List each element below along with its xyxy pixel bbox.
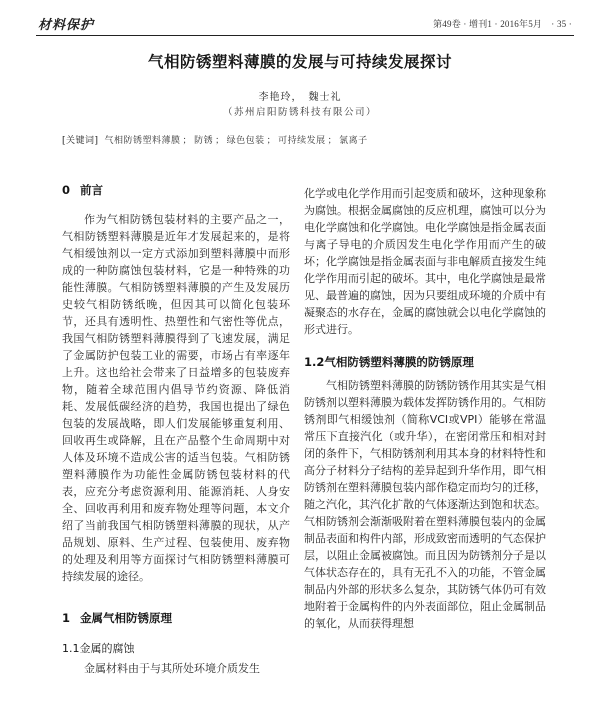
corrosion-paragraph-start: 金属材料由于与其所处环境介质发生 bbox=[84, 662, 260, 675]
section-title: 前言 bbox=[80, 183, 104, 197]
section-heading-intro bbox=[62, 182, 290, 199]
subsection-heading-1-2: 1.2气相防锈塑料薄膜的防锈原理 bbox=[304, 355, 474, 369]
section-number: 1 bbox=[62, 611, 71, 625]
subsection-heading-1-1: 1.1金属的腐蚀 bbox=[62, 642, 135, 655]
section-number: 0 bbox=[62, 183, 71, 197]
keyword: 防锈 bbox=[194, 136, 214, 146]
corrosion-paragraph-continued: 化学或电化学作用而引起变质和破坏，这种现象称为腐蚀。根据金属腐蚀的反应机理，腐蚀可以分为电化学腐蚀和化学腐蚀。电化学腐蚀是指金属表面与离子导电的介质因发生电化学作用而产生的破坏；化学腐蚀是指金属表面与非电解质直接发生纯化学作用而引起的破坏。其中，电化学腐蚀是最常见、最普遍的腐蚀，因为只要组成环境的介质中有凝聚态的水存在，金属的腐蚀就会以电化学腐蚀的形式进行。 bbox=[304, 187, 546, 336]
journal-name: 材料保护 bbox=[38, 18, 95, 33]
authors: 李艳玲， 魏士礼 bbox=[258, 92, 342, 103]
keywords bbox=[62, 133, 368, 146]
article-title: 气相防锈塑料薄膜的发展与可持续发展探讨 bbox=[147, 53, 452, 71]
principle-paragraph: 气相防锈塑料薄膜的防锈防锈作用其实是气相防锈剂以塑料薄膜为载体发挥防锈作用的。气相防锈剂即气相缓蚀剂（简称VCI或VPI）能够在常温常压下直接汽化（或升华），在密闭常压和相对封闭的条件下，气相防锈剂利用其本身的材料特性和高分子材料分子结构的差异起到升华作用，即气相防锈剂在塑料薄膜包装内部作稳定而均匀的迁移，随之汽化，其汽化扩散的气体逐渐达到饱和状态。气相防锈剂会渐渐吸附着在塑料薄膜包装内的金属制品表面和构件内部，形成致密而透明的气态保护层，以阻止金属被腐蚀。而且因为防锈剂分子是以气体状态存在的，具有无孔不入的功能，不管金属制品内外部的形状多么复杂，其防锈气体仍可有效地附着于金属构件的内外表面部位，阻止金属制品的氧化，从而获得理想 bbox=[304, 379, 546, 630]
header-rule bbox=[36, 35, 574, 36]
keyword-separator: ； bbox=[266, 136, 277, 146]
section-title: 金属气相防锈原理 bbox=[80, 611, 173, 625]
keyword: 可持续发展 bbox=[278, 136, 326, 146]
keyword-separator: ； bbox=[327, 136, 338, 146]
keyword: 气相防锈塑料薄膜 bbox=[104, 136, 181, 146]
intro-paragraph: 作为气相防锈包装材料的主要产品之一，气相防锈塑料薄膜是近年才发展起来的，是将气相缓蚀剂以一定方式添加到塑料薄膜中而形成的一种防腐蚀包装材料，它是一种特殊的功能性薄膜。气相防锈塑料薄膜的产生及发展历史较气相防锈纸晚，但因其可以简化包装环节，还具有透明性、热塑性和气密性等优点，我国气相防锈塑料薄膜得到了飞速发展，满足了金属防护包装工业的需要，市场占有率逐年上升。这也给社会带来了日益增多的包装废弃物，随着全球范围内倡导节约资源、降低消耗、发展低碳经济的趋势，我国也提出了绿色包装的发展战略，即人们发展能够重复利用、回收再生或降解，且在产品整个生命周期中对人体及环境不造成公害的适当包装。气相防锈塑料薄膜作为功能性金属防锈包装材料的代表，应充分考虑资源利用、能源消耗、人身安全、回收再利用和废弃物处理等问题，本文介绍了当前我国气相防锈塑料薄膜的现状，从产品规划、原料、生产过程、包装使用、废弃物的处理及利用等方面探讨气相防锈塑料薄膜可持续发展的途径。 bbox=[62, 213, 290, 583]
keywords-label: [关键词] bbox=[62, 136, 99, 146]
left-column bbox=[62, 182, 290, 677]
affiliation: （苏州启阳防锈科技有限公司） bbox=[222, 107, 377, 118]
keyword: 绿色包装 bbox=[226, 136, 265, 146]
keyword-separator: ； bbox=[182, 136, 193, 146]
keyword-separator: ； bbox=[215, 136, 225, 146]
issue-info: 第49卷 · 增刊1 · 2016年5月 · 35 · bbox=[433, 19, 572, 29]
section-heading-1 bbox=[62, 610, 290, 627]
right-column bbox=[304, 185, 546, 632]
keyword: 氯离子 bbox=[339, 136, 368, 146]
